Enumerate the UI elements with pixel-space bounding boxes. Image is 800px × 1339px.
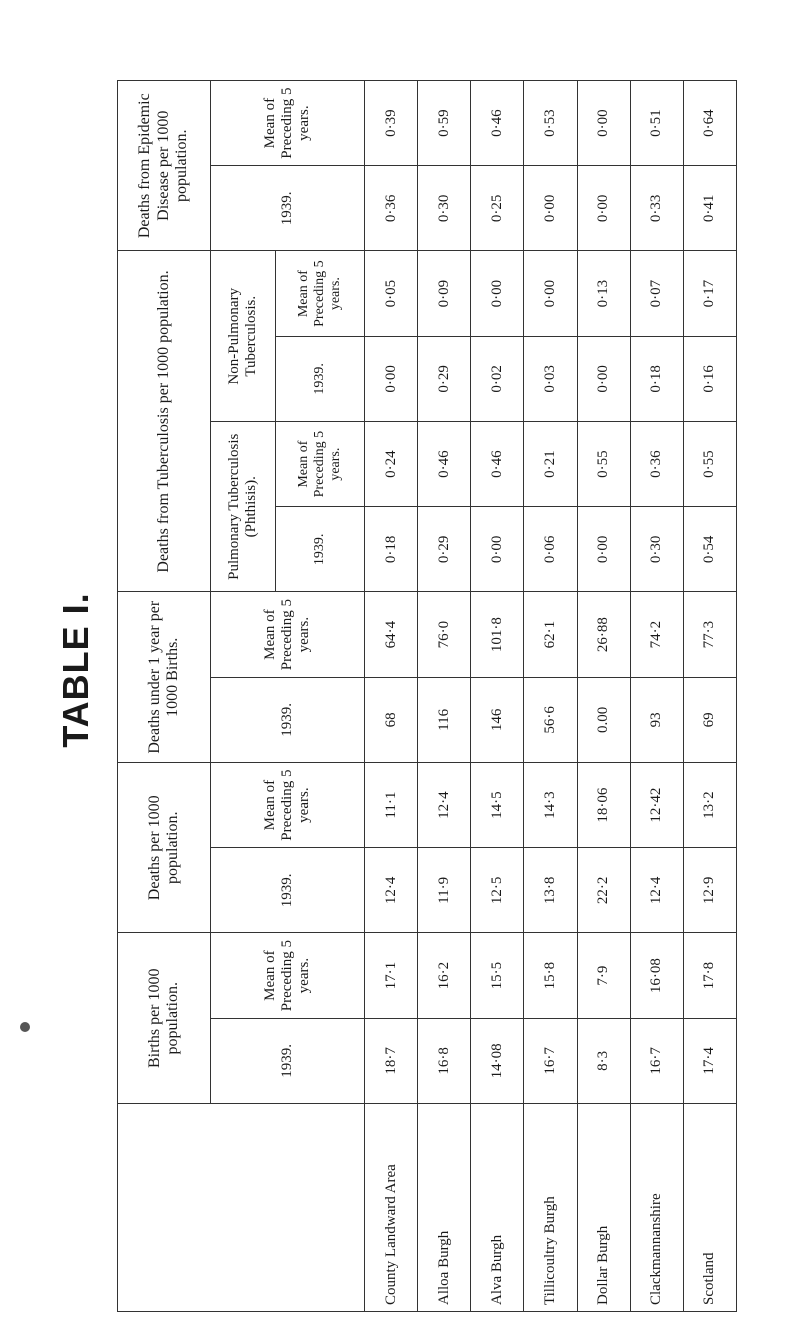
value-cell: 0·24 <box>365 422 418 507</box>
value-cell: 12·4 <box>365 848 418 933</box>
value-cell: 0·51 <box>630 81 683 166</box>
value-cell: 15·8 <box>524 933 577 1018</box>
header-epidemic: Deaths from Epidemic Disease per 1000 population. <box>118 81 211 252</box>
value-cell: 0·21 <box>524 422 577 507</box>
value-cell: 12·5 <box>471 848 524 933</box>
value-cell: 93 <box>630 677 683 762</box>
value-cell: 0·29 <box>418 336 471 421</box>
page-mark <box>20 1022 30 1032</box>
table-title: TABLE I. <box>55 592 96 748</box>
table-row <box>524 81 577 1312</box>
header-non-pulmonary: Non-Pulmonary Tuberculosis. <box>211 251 276 422</box>
value-cell: 11·9 <box>418 848 471 933</box>
area-name: Dollar Burgh <box>577 1104 630 1312</box>
value-cell: 0·09 <box>418 251 471 336</box>
area-name: County Landward Area <box>365 1104 418 1312</box>
header-pulmonary: Pulmonary Tuberculosis (Phthisis). <box>211 422 276 593</box>
header-mean: Mean of Preceding 5 years. <box>276 422 365 507</box>
value-cell: 0·25 <box>471 166 524 251</box>
value-cell: 17·1 <box>365 933 418 1018</box>
table-row <box>365 81 418 1312</box>
value-cell: 0·55 <box>683 422 736 507</box>
value-cell: 69 <box>683 677 736 762</box>
value-cell: 18·7 <box>365 1018 418 1103</box>
value-cell: 12·4 <box>630 848 683 933</box>
table-row <box>630 81 683 1312</box>
area-name: Scotland <box>683 1104 736 1312</box>
area-name: Alva Burgh <box>471 1104 524 1312</box>
value-cell: 0·33 <box>630 166 683 251</box>
value-cell: 0·46 <box>471 422 524 507</box>
value-cell: 0·13 <box>577 251 630 336</box>
value-cell: 0·30 <box>418 166 471 251</box>
value-cell: 68 <box>365 677 418 762</box>
area-name: Alloa Burgh <box>418 1104 471 1312</box>
value-cell: 0·64 <box>683 81 736 166</box>
value-cell: 14·3 <box>524 763 577 848</box>
value-cell: 11·1 <box>365 763 418 848</box>
value-cell: 76·0 <box>418 592 471 677</box>
header-mean: Mean of Preceding 5 years. <box>211 763 365 848</box>
value-cell: 77·3 <box>683 592 736 677</box>
value-cell: 0·03 <box>524 336 577 421</box>
value-cell: 17·4 <box>683 1018 736 1103</box>
header-mean: Mean of Preceding 5 years. <box>211 933 365 1018</box>
value-cell: 16·7 <box>630 1018 683 1103</box>
header-mean: Mean of Preceding 5 years. <box>211 592 365 677</box>
value-cell: 0·36 <box>365 166 418 251</box>
value-cell: 0·18 <box>365 507 418 592</box>
table-row <box>418 81 471 1312</box>
statistics-table-rotated <box>117 80 737 1312</box>
value-cell: 116 <box>418 677 471 762</box>
value-cell: 0·41 <box>683 166 736 251</box>
value-cell: 0·54 <box>683 507 736 592</box>
area-header <box>118 1104 365 1312</box>
value-cell: 0·00 <box>577 166 630 251</box>
table-row <box>471 81 524 1312</box>
value-cell: 56·6 <box>524 677 577 762</box>
value-cell: 0·00 <box>524 251 577 336</box>
table-caption <box>36 592 116 748</box>
area-name: Tillicoultry Burgh <box>524 1104 577 1312</box>
value-cell: 16·2 <box>418 933 471 1018</box>
value-cell: 18·06 <box>577 763 630 848</box>
vital-statistics-table <box>117 80 737 1312</box>
value-cell: 0·00 <box>577 336 630 421</box>
value-cell: 12·42 <box>630 763 683 848</box>
value-cell: 0·29 <box>418 507 471 592</box>
table-row <box>577 81 630 1312</box>
value-cell: 7·9 <box>577 933 630 1018</box>
value-cell: 0·02 <box>471 336 524 421</box>
value-cell: 0·07 <box>630 251 683 336</box>
value-cell: 0·00 <box>577 81 630 166</box>
value-cell: 13·2 <box>683 763 736 848</box>
header-year: 1939. <box>211 166 365 251</box>
value-cell: 74·2 <box>630 592 683 677</box>
value-cell: 22·2 <box>577 848 630 933</box>
value-cell: 12·4 <box>418 763 471 848</box>
table-body <box>365 81 737 1312</box>
value-cell: 0·17 <box>683 251 736 336</box>
value-cell: 0·16 <box>683 336 736 421</box>
value-cell: 0·05 <box>365 251 418 336</box>
value-cell: 0.00 <box>577 677 630 762</box>
value-cell: 26·88 <box>577 592 630 677</box>
value-cell: 0·00 <box>577 507 630 592</box>
value-cell: 64·4 <box>365 592 418 677</box>
header-infant-deaths: Deaths under 1 year per 1000 Births. <box>118 592 211 763</box>
statistics-table-frame <box>117 80 737 1312</box>
value-cell: 0·46 <box>418 422 471 507</box>
value-cell: 16·08 <box>630 933 683 1018</box>
value-cell: 13·8 <box>524 848 577 933</box>
value-cell: 12·9 <box>683 848 736 933</box>
header-year: 1939. <box>276 507 365 592</box>
value-cell: 146 <box>471 677 524 762</box>
value-cell: 0·39 <box>365 81 418 166</box>
value-cell: 14·5 <box>471 763 524 848</box>
value-cell: 0·36 <box>630 422 683 507</box>
header-year: 1939. <box>211 848 365 933</box>
value-cell: 0·30 <box>630 507 683 592</box>
value-cell: 16·7 <box>524 1018 577 1103</box>
value-cell: 0·00 <box>471 251 524 336</box>
value-cell: 62·1 <box>524 592 577 677</box>
header-deaths: Deaths per 1000 population. <box>118 763 211 934</box>
table-row <box>683 81 736 1312</box>
value-cell: 0·18 <box>630 336 683 421</box>
value-cell: 16·8 <box>418 1018 471 1103</box>
value-cell: 8·3 <box>577 1018 630 1103</box>
value-cell: 0·00 <box>471 507 524 592</box>
value-cell: 101·8 <box>471 592 524 677</box>
value-cell: 14·08 <box>471 1018 524 1103</box>
header-year: 1939. <box>211 677 365 762</box>
value-cell: 0·53 <box>524 81 577 166</box>
value-cell: 17·8 <box>683 933 736 1018</box>
header-tuberculosis: Deaths from Tuberculosis per 1000 population. <box>118 251 211 592</box>
header-births: Births per 1000 population. <box>118 933 211 1104</box>
header-mean: Mean of Preceding 5 years. <box>276 251 365 336</box>
value-cell: 0·46 <box>471 81 524 166</box>
value-cell: 0·59 <box>418 81 471 166</box>
value-cell: 0·06 <box>524 507 577 592</box>
header-year: 1939. <box>276 336 365 421</box>
header-year: 1939. <box>211 1018 365 1103</box>
area-name: Clackmannanshire <box>630 1104 683 1312</box>
value-cell: 0·00 <box>365 336 418 421</box>
header-mean: Mean of Preceding 5 years. <box>211 81 365 166</box>
value-cell: 0·55 <box>577 422 630 507</box>
value-cell: 15·5 <box>471 933 524 1018</box>
header-row-groups <box>118 81 211 1312</box>
value-cell: 0·00 <box>524 166 577 251</box>
